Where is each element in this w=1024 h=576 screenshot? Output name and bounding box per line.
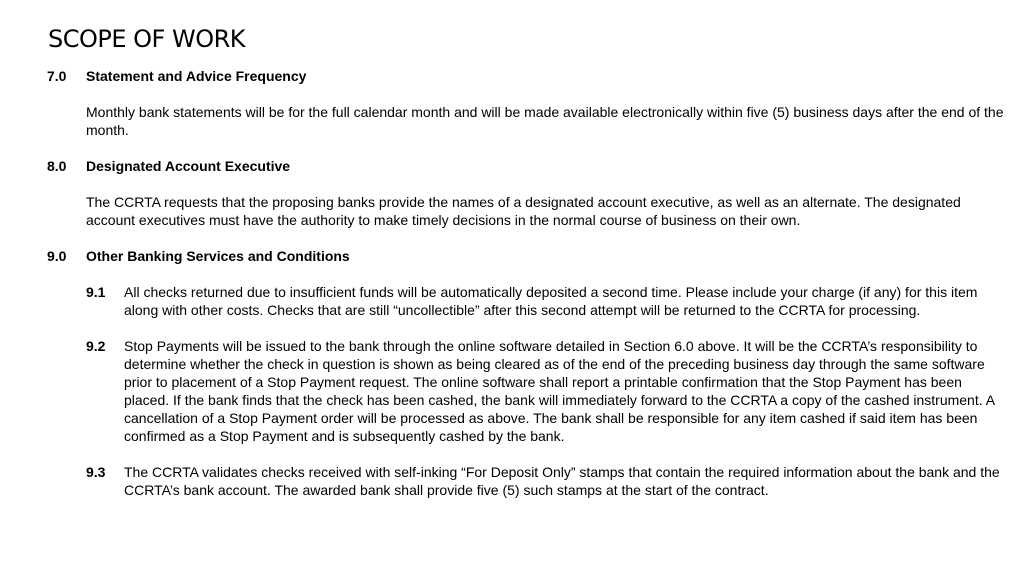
section-number: 7.0 (47, 68, 67, 84)
section-7-0 (47, 67, 1007, 139)
subsection-text: The CCRTA validates checks received with self-inking “For Deposit Only” stamps that contain the required information about the bank and the CCRTA’s bank account. The awarded bank shall provide five (5) such stamps at the start of the contract. (124, 464, 1000, 498)
section-title: Designated Account Executive (86, 158, 291, 174)
section-8-0 (47, 157, 1007, 229)
subsection-9-2 (86, 337, 1007, 445)
subsection-number: 9.3 (86, 464, 106, 480)
subsection-number: 9.1 (86, 284, 106, 300)
section-spacer (47, 229, 1007, 247)
subsection-text: Stop Payments will be issued to the bank through the online software detailed in Section 6.0 above. It will be the CCRTA’s responsibility to determine whether the check in question is shown as being cleared as of the end of the preceding business day through the same software prior to placement of a Stop Payment request. The online software shall report a printable confirmation that the Stop Payment has been placed. If the bank finds that the check has been cashed, the bank will immediately forward to the CCRTA a copy of the cashed instrument. A cancellation of a Stop Payment order will be processed as above. The bank shall be responsible for any item cashed if said item has been confirmed as a Stop Payment and is subsequently cashed by the bank. (124, 338, 995, 444)
section-title: Statement and Advice Frequency (86, 68, 307, 84)
subsection-9-3 (86, 463, 1007, 499)
section-spacer (47, 139, 1007, 157)
section-heading (47, 157, 1007, 175)
section-paragraph: The CCRTA requests that the proposing banks provide the names of a designated account executive, as well as an alternate. The designated account executives must have the authority to make timely decisions in the normal course of business on their own. (86, 194, 961, 228)
section-paragraph: Monthly bank statements will be for the full calendar month and will be made available electronically within five (5) business days after the end of the month. (86, 104, 1004, 138)
subsection-text: All checks returned due to insufficient funds will be automatically deposited a second time. Please include your charge (if any) for this item along with other costs. Checks that are still “uncollectible” after this second attempt will be returned to the CCRTA for processing. (124, 284, 978, 318)
subsection-9-1 (86, 283, 1007, 319)
slide-body (47, 67, 1007, 499)
subsection-number: 9.2 (86, 338, 106, 354)
section-title: Other Banking Services and Conditions (86, 248, 350, 264)
page-title: SCOPE OF WORK (48, 25, 246, 53)
section-9-0 (47, 247, 1007, 499)
section-heading (47, 247, 1007, 265)
section-heading (47, 67, 1007, 85)
section-number: 8.0 (47, 158, 67, 174)
section-number: 9.0 (47, 248, 67, 264)
